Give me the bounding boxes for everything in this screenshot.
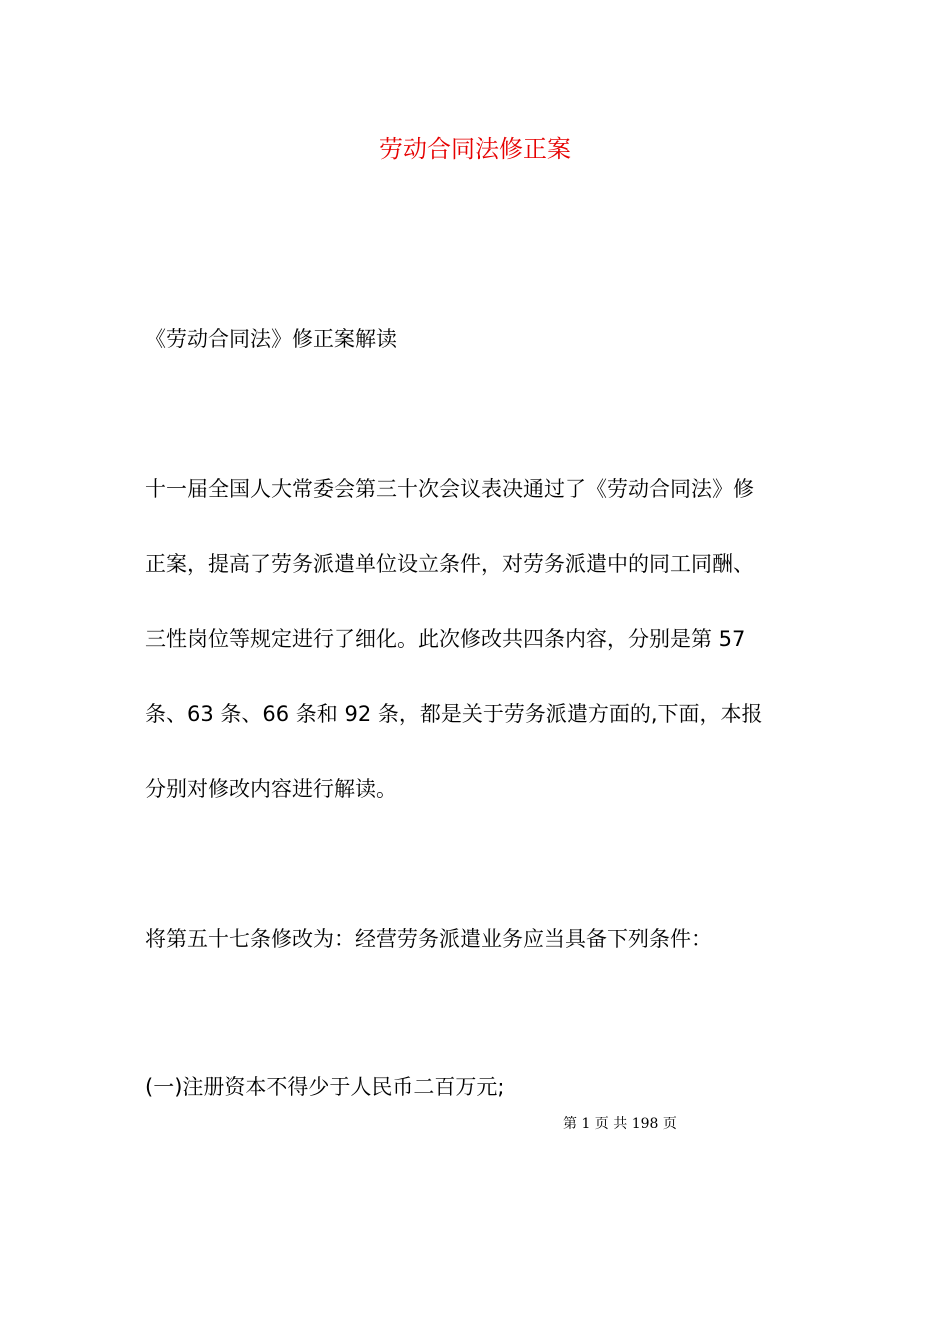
paragraph-line: (一)注册资本不得少于人民币二百万元; — [145, 1075, 505, 1099]
paragraph-line: 将第五十七条修改为：经营劳务派遣业务应当具备下列条件： — [145, 927, 712, 951]
condition-item-1 — [145, 1070, 810, 1145]
page-footer: 第 1 页 共 198 页 — [563, 1116, 677, 1132]
paragraph-line: 条、63 条、66 条和 92 条，都是关于劳务派遣方面的,下面，本报 — [145, 702, 763, 726]
intro-paragraph — [145, 472, 810, 847]
paragraph-line: 三性岗位等规定进行了细化。此次修改共四条内容，分别是第 57 — [145, 627, 746, 651]
paragraph-line: 正案，提高了劳务派遣单位设立条件，对劳务派遣中的同工同酬、 — [145, 552, 754, 576]
paragraph-line: 分别对修改内容进行解读。 — [145, 777, 397, 801]
document-title: 劳动合同法修正案 — [379, 135, 571, 163]
document-subtitle: 《劳动合同法》修正案解读 — [145, 327, 397, 351]
article-57-paragraph — [145, 922, 810, 997]
paragraph-line: 十一届全国人大常委会第三十次会议表决通过了《劳动合同法》修 — [145, 477, 754, 501]
